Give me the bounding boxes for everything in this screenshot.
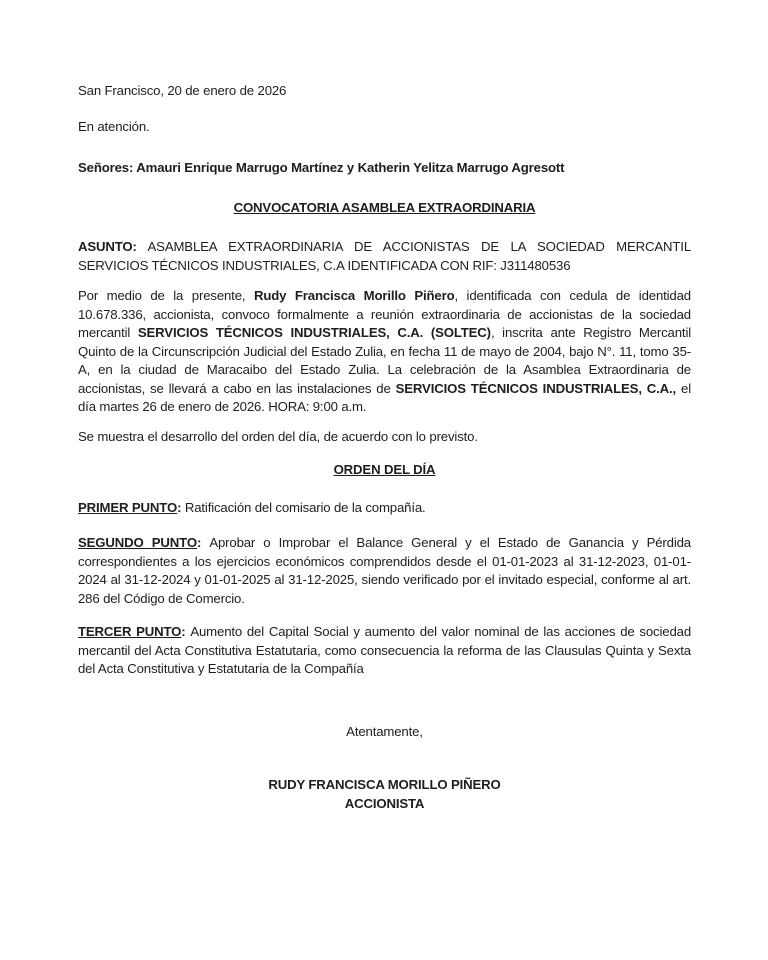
signature-name: RUDY FRANCISCA MORILLO PIÑERO: [268, 777, 501, 792]
attention-line: En atención.: [78, 118, 150, 134]
body-paragraph: Por medio de la presente, Rudy Francisca Morillo Piñero, identificada con cedula de identidad 10.678.336, accionista, convoco formalmente a reunión extraordinaria de accionistas de la sociedad mercantil SERVICIOS TÉCNICOS INDUSTRIALES, C.A. (SOLTEC), inscrita ante Registro Mercantil Quinto de la Circunscripción Judicial del Estado Zulia, en fecha 11 de mayo de 2004, bajo N°. 11, tomo 35-A, en la ciudad de Maracaibo del Estado Zulia. La celebración de la Asamblea Extraordinaria de accionistas, se llevará a cabo en las instalaciones de SERVICIOS TÉCNICOS INDUSTRIALES, C.A., el día martes 26 de enero de 2026. HORA: 9:00 a.m.: [78, 288, 692, 414]
convocatoria-title: CONVOCATORIA ASAMBLEA EXTRAORDINARIA: [233, 199, 536, 215]
agenda-item-tercer-punto: TERCER PUNTO: Aumento del Capital Social y aumento del valor nominal de las acciones de sociedad mercantil del Acta Constitutiva Estatutaria, como consecuencia la reforma de las Clausulas Quinta y Sexta del Acta Constitutiva y Estatutaria de la Compañía: [78, 624, 692, 676]
closing-line: Atentamente,: [346, 723, 423, 739]
subject-paragraph: ASUNTO: ASAMBLEA EXTRAORDINARIA DE ACCIONISTAS DE LA SOCIEDAD MERCANTIL SERVICIOS TÉCNICOS INDUSTRIALES, C.A IDENTIFICADA CON RIF: J311480536: [78, 239, 691, 273]
agenda-intro-line: Se muestra el desarrollo del orden del día, de acuerdo con lo previsto.: [78, 428, 478, 444]
signature-role: ACCIONISTA: [344, 795, 425, 811]
agenda-title: ORDEN DEL DÍA: [333, 462, 436, 477]
date-line: San Francisco, 20 de enero de 2026: [78, 83, 287, 98]
signature-block: [78, 776, 691, 813]
addressees-line: Señores: Amauri Enrique Marrugo Martínez y Katherin Yelitza Marrugo Agresott: [78, 160, 565, 175]
agenda-item-primer-punto: PRIMER PUNTO: Ratificación del comisario de la compañía.: [78, 499, 426, 515]
agenda-item-segundo-punto: SEGUNDO PUNTO: Aprobar o Improbar el Balance General y el Estado de Ganancia y Pérdida correspondientes a los ejercicios económicos comprendidos desde el 01-01-2023 al 31-12-2023, 01-01-2024 al 31-12-2024 y 01-01-2025 al 31-12-2025, siendo verificado por el invitado especial, conforme al art. 286 del Código de Comercio.: [78, 535, 691, 606]
